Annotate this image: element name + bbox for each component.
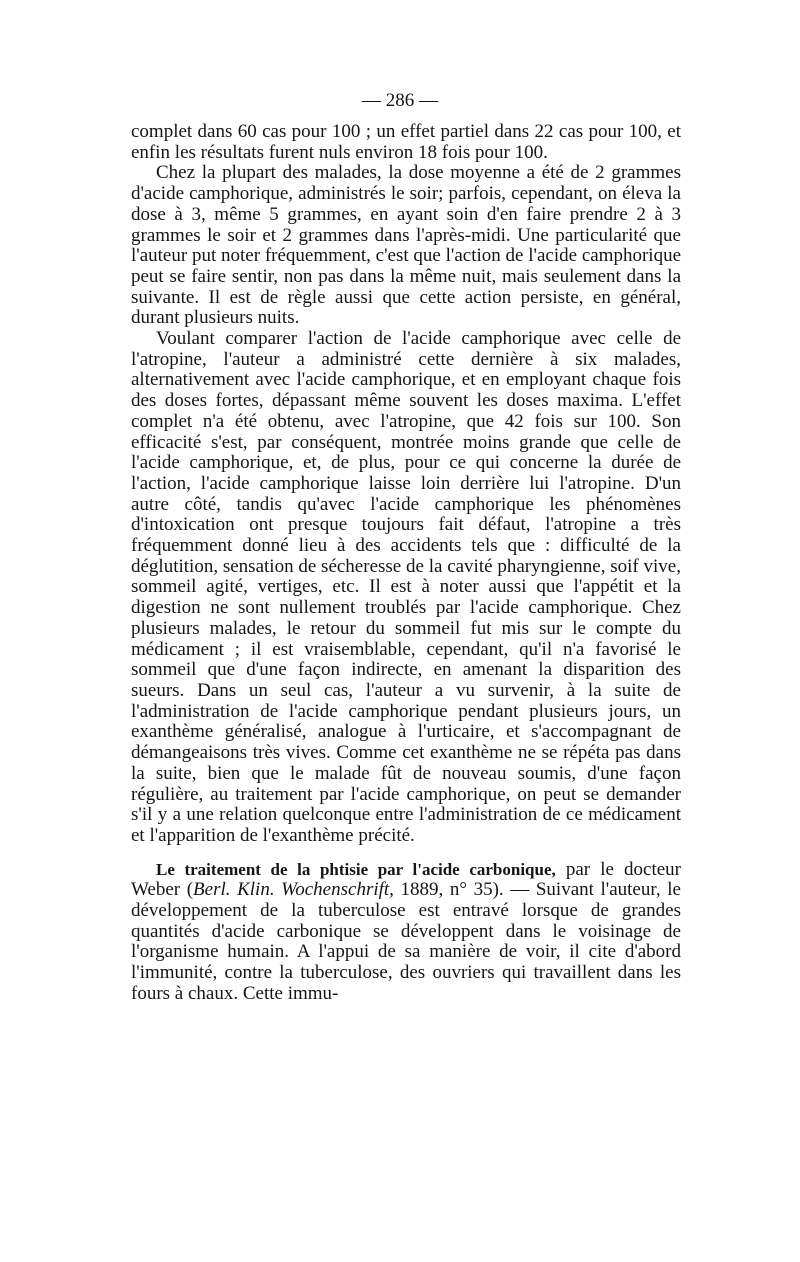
section-reference: Berl. Klin. Wochenschrift, — [193, 879, 394, 901]
paragraph-continuation: complet dans 60 cas pour 100 ; un effet partiel dans 22 cas pour 100, et enfin les résultats furent nuls environ 18 fois pour 100. — [131, 121, 681, 163]
body-text — [131, 122, 681, 1005]
section-carbonic-acid — [131, 860, 681, 1005]
paragraph-dosage: Chez la plupart des malades, la dose moyenne a été de 2 grammes d'acide camphorique, administrés le soir; parfois, cependant, on éleva la dose à 3, même 5 grammes, en ayant soin d'en faire prendre 2 à 3 grammes le soir et 2 grammes dans l'après-midi. Une particularité que l'auteur put noter fréquemment, c'est que l'action de l'acide camphorique peut se faire sentir, non pas dans la même nuit, mais seulement dans la suivante. Il est de règle aussi que cette action persiste, en général, durant plusieurs nuits. — [131, 162, 681, 329]
section-ref-detail: 1889, n° 35). — — [393, 879, 536, 901]
section-body: Suivant l'auteur, le développement de la tuberculose est entravé lorsque de grandes quantités d'acide carbonique se développent dans le voisinage de l'organisme humain. A l'appui de sa manière de voir, il cite d'abord l'immunité, contre la tuberculose, des ouvriers qui travaillent dans les fours à chaux. Cette immu- — [131, 879, 681, 1004]
paragraph-atropine-comparison: Voulant comparer l'action de l'acide camphorique avec celle de l'atropine, l'auteur a administré cette dernière à six malades, alternativement avec l'acide camphorique, et en employant chaque fois des doses fortes, dépassant même souvent les doses maxima. L'effet complet n'a été obtenu, avec l'atropine, que 42 fois sur 100. Son efficacité s'est, par conséquent, montrée moins grande que celle de l'acide camphorique, et, de plus, pour ce qui concerne la durée de l'action, l'acide camphorique laisse loin derrière lui l'atropine. D'un autre côté, tandis qu'avec l'acide camphorique les phénomènes d'intoxication ont presque toujours fait défaut, l'atropine a très fréquemment donné lieu à des accidents tels que : difficulté de la déglutition, sensation de sécheresse de la cavité pharyngienne, soif vive, sommeil agité, vertiges, etc. Il est à noter aussi que l'appétit et la digestion ne sont nullement troublés par l'acide camphorique. Chez plusieurs malades, le retour du sommeil fut mis sur le compte du médicament ; il est vraisemblable, cependant, qu'il n'a favorisé le sommeil que d'une façon indirecte, en amenant la disparition des sueurs. Dans un seul cas, l'auteur a vu survenir, à la suite de l'administration de l'acide camphorique pendant plusieurs jours, un exanthème généralisé, analogue à l'urticaire, et s'accompagnant de démangeaisons très vives. Comme cet exanthème ne se répéta pas dans la suite, bien que le malade fût de nouveau soumis, d'une façon régulière, au traitement par l'acide camphorique, on peut se demander s'il y a une relation quelconque entre l'administration de ce médicament et l'apparition de l'exanthème précité. — [131, 328, 681, 846]
section-title: Le traitement de la phtisie par l'acide carbonique, — [156, 859, 556, 879]
section-author: par le docteur Weber ( — [131, 858, 681, 901]
page-number: — 286 — — [362, 90, 438, 111]
